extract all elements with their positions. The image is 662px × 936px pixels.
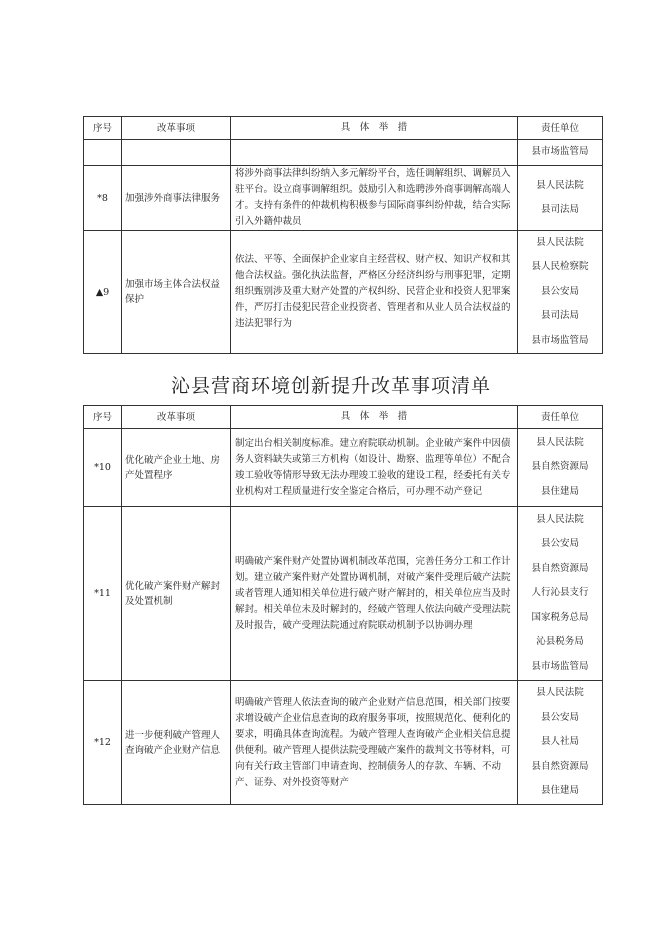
row-units bbox=[518, 507, 603, 681]
unit: 人行沁县支行 bbox=[531, 587, 589, 599]
unit: 县司法局 bbox=[540, 310, 579, 322]
unit: 县市场监管局 bbox=[531, 334, 589, 346]
table-1 bbox=[83, 116, 603, 354]
row-item: 优化破产企业土地、房产处置程序 bbox=[122, 429, 231, 507]
table-1-header bbox=[84, 117, 603, 140]
row-item: 加强涉外商事法律服务 bbox=[122, 166, 231, 231]
row-seq: ▲9 bbox=[84, 231, 122, 354]
row-measures: 将涉外商事法律纠纷纳入多元解纷平台，选任调解组织、调解员入驻平台。设立商事调解组织。鼓励引入和选聘涉外商事调解高端人才。支持有条件的仲裁机构积极参与国际商事纠纷仲裁，结合实际引入外籍仲裁员 bbox=[231, 166, 518, 231]
unit: 县公安局 bbox=[540, 711, 579, 723]
header-seq: 序号 bbox=[84, 117, 122, 140]
header-item: 改革事项 bbox=[122, 406, 231, 429]
table-row bbox=[84, 140, 603, 166]
row-units bbox=[518, 231, 603, 354]
row-seq: *12 bbox=[84, 681, 122, 805]
table-row bbox=[84, 429, 603, 507]
unit: 县公安局 bbox=[540, 538, 579, 550]
unit: 沁县税务局 bbox=[536, 636, 584, 648]
table-row bbox=[84, 507, 603, 681]
header-unit: 责任单位 bbox=[518, 117, 603, 140]
row-item: 加强市场主体合法权益保护 bbox=[122, 231, 231, 354]
unit: 县自然资源局 bbox=[531, 562, 589, 574]
header-measures: 具 体 举 措 bbox=[231, 406, 518, 429]
unit: 县市场监管局 bbox=[531, 146, 589, 157]
table-row bbox=[84, 166, 603, 231]
unit: 县人民法院 bbox=[536, 687, 584, 699]
row-units bbox=[518, 140, 603, 166]
unit: 县人民法院 bbox=[536, 436, 584, 448]
row-measures: 明确破产案件财产处置协调机制改革范围，完善任务分工和工作计划。建立破产案件财产处置协调机制，对破产案件受理后破产法院或者管理人通知相关单位进行破产财产解封的，相关单位应当及时解封。相关单位未及时解封的，经破产管理人依法向破产受理法院及时报告，破产受理法院通过府院联动机制予以协调办理 bbox=[231, 507, 518, 681]
table-2-header bbox=[84, 406, 603, 429]
unit: 县自然资源局 bbox=[531, 760, 589, 772]
row-seq: *10 bbox=[84, 429, 122, 507]
row-units bbox=[518, 166, 603, 231]
row-measures: 制定出台相关制度标准。建立府院联动机制。企业破产案件中因债务人资料缺失或第三方机构（如设计、勘察、监理等单位）不配合竣工验收等情形导致无法办理竣工验收的建设工程，经委托有关专业机构对工程质量进行安全鉴定合格后，可办理不动产登记 bbox=[231, 429, 518, 507]
row-item: 进一步便利破产管理人查询破产企业财产信息 bbox=[122, 681, 231, 805]
row-measures: 明确破产管理人依法查询的破产企业财产信息范围，相关部门按要求增设破产企业信息查询的政府服务事项，按照规范化、便利化的要求，明确具体查询流程。为破产管理人查询破产企业相关信息提供便利。破产管理人提供法院受理破产案件的裁判文书等材料，可向有关行政主管部门申请查询、控制债务人的存款、车辆、不动产、证券、对外投资等财产 bbox=[231, 681, 518, 805]
header-unit: 责任单位 bbox=[518, 406, 603, 429]
row-units bbox=[518, 681, 603, 805]
row-seq: *8 bbox=[84, 166, 122, 231]
unit: 县住建局 bbox=[540, 485, 579, 497]
header-measures: 具 体 举 措 bbox=[231, 117, 518, 140]
unit: 县司法局 bbox=[540, 204, 579, 215]
table-2 bbox=[83, 405, 603, 805]
unit: 县人民法院 bbox=[536, 179, 584, 191]
row-seq bbox=[84, 140, 122, 166]
row-item bbox=[122, 140, 231, 166]
unit: 县人民法院 bbox=[536, 237, 584, 248]
unit: 县人民法院 bbox=[536, 514, 584, 526]
unit: 县公安局 bbox=[540, 285, 579, 297]
unit: 县人民检察院 bbox=[531, 261, 589, 273]
row-units bbox=[518, 429, 603, 507]
page-title: 沁县营商环境创新提升改革事项清单 bbox=[170, 375, 491, 397]
table-row bbox=[84, 231, 603, 354]
row-measures bbox=[231, 140, 518, 166]
row-seq: *11 bbox=[84, 507, 122, 681]
unit: 县人社局 bbox=[540, 736, 579, 748]
unit: 县住建局 bbox=[540, 785, 579, 797]
row-measures: 依法、平等、全面保护企业家自主经营权、财产权、知识产权和其他合法权益。强化执法监督，严格区分经济纠纷与刑事犯罪，定期组织甄别涉及重大财产处置的产权纠纷、民营企业和投资人犯罪案件，严厉打击侵犯民营企业投资者、管理者和从业人员合法权益的违法犯罪行为 bbox=[231, 231, 518, 354]
unit: 县市场监管局 bbox=[531, 660, 589, 672]
row-item: 优化破产案件财产解封及处置机制 bbox=[122, 507, 231, 681]
table-row bbox=[84, 681, 603, 805]
unit: 县自然资源局 bbox=[531, 461, 589, 473]
unit: 国家税务总局 bbox=[531, 611, 589, 623]
header-seq: 序号 bbox=[84, 406, 122, 429]
header-item: 改革事项 bbox=[122, 117, 231, 140]
